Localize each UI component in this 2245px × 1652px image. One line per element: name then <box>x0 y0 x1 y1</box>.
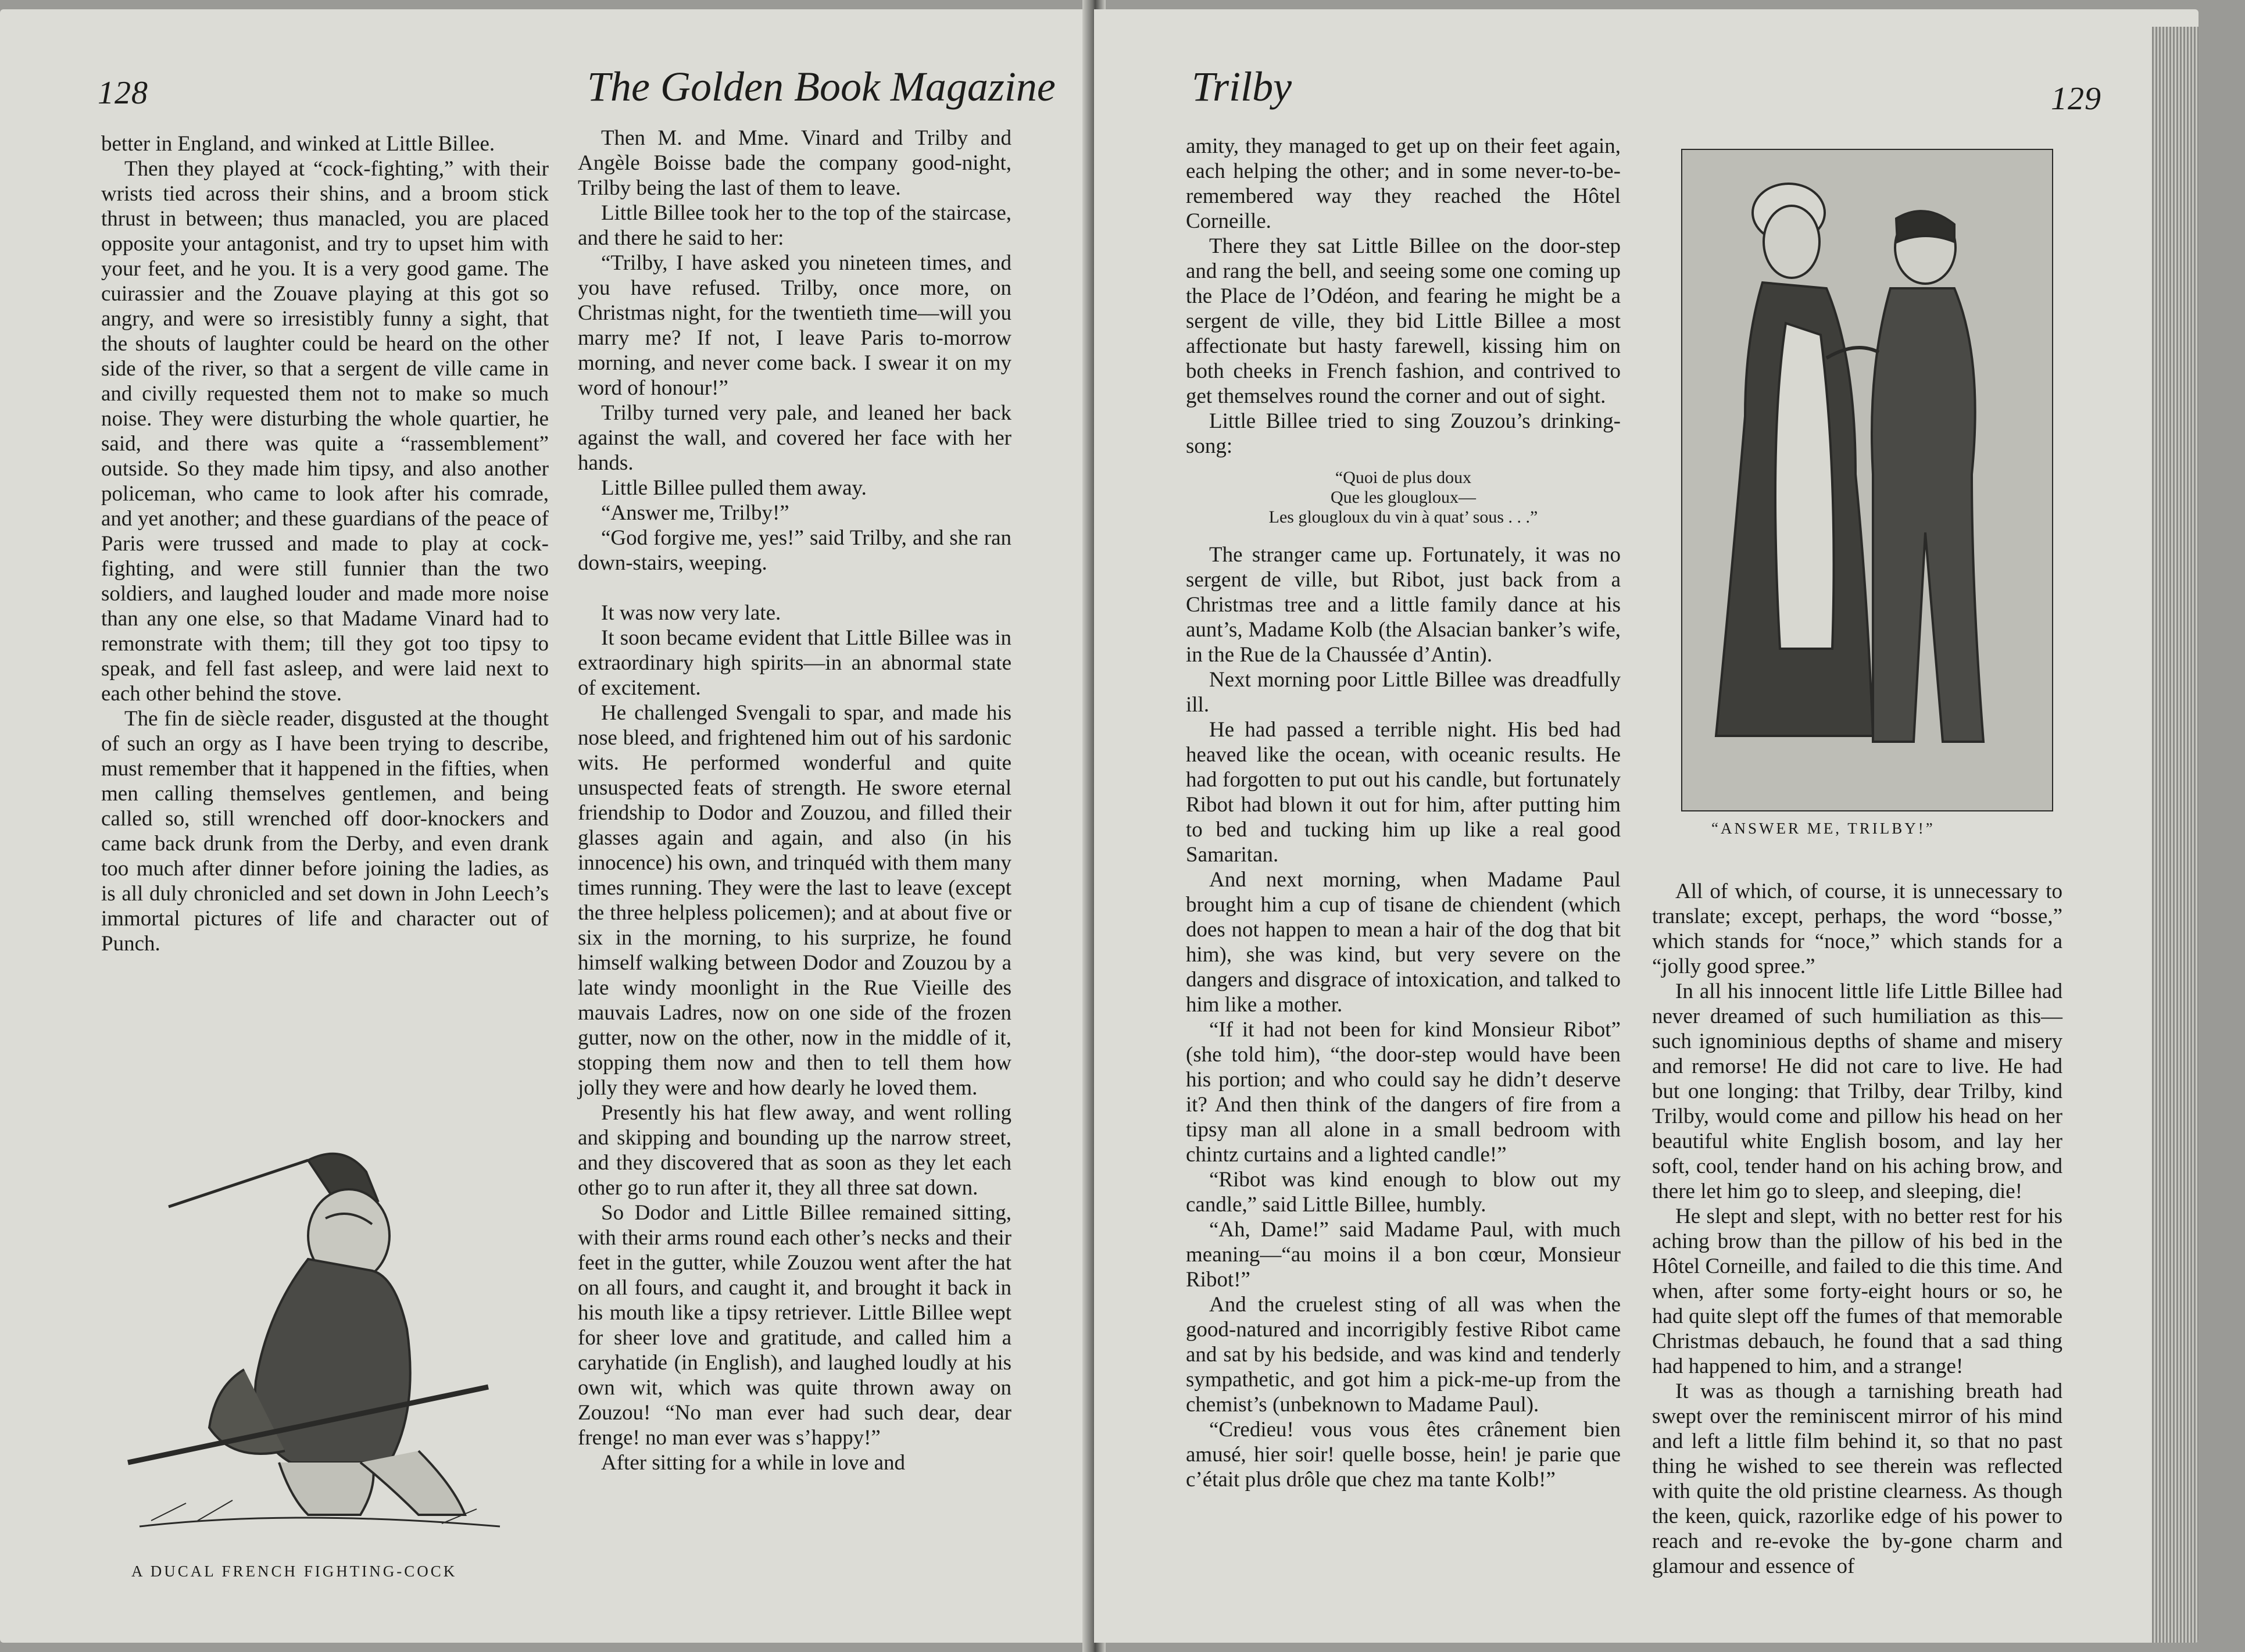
fighting-cock-illustration <box>116 1137 523 1538</box>
paragraph: Then M. and Mme. Vinard and Trilby and Angèle Boisse bade the company good-night, Trilby being the last of them to leave. <box>578 126 1011 200</box>
paragraph: In all his innocent little life Little Billee had never dreamed of such humiliation as this—such ignominious depths of shame and misery and remorse! He did not care to live. He had but one longing: that Trilby, dear Trilby, kind Trilby, would come and pillow his head on her beautiful white English bosom, and lay her soft, cool, tender hand on his aching brow, and there let him go to sleep, and sleeping, die! <box>1652 979 2062 1203</box>
left-column-1 <box>101 131 549 956</box>
running-head: Trilby <box>1192 63 1292 110</box>
paragraph: Little Billee tried to sing Zouzou’s drinking-song: <box>1186 409 1621 458</box>
page-edges <box>2152 27 2198 1643</box>
paragraph: Next morning poor Little Billee was dreadfully ill. <box>1186 668 1621 717</box>
left-column-2 <box>578 126 1011 1475</box>
verse-line: Les glougloux du vin à quat’ sous . . .” <box>1268 507 1538 527</box>
right-column-2 <box>1652 879 2062 1579</box>
paragraph: better in England, and winked at Little Billee. <box>101 132 495 156</box>
paragraph: The fin de siècle reader, disgusted at the thought of such an orgy as I have been trying to describe, must remember that it happened in the fifties, when men calling themselves gentlemen, and being called so, still wrenched off door-knockers and came back drunk from the Derby, and even drank too much after dinner before joining the ladies, as is all duly chronicled and set down in John Leech’s immortal pictures of life and character out of Punch. <box>101 707 549 956</box>
right-page <box>1094 9 2198 1643</box>
verse-line: “Quoi de plus doux <box>1335 468 1472 487</box>
paragraph: It soon became evident that Little Billee was in extraordinary high spirits—in an abnormal state of excitement. <box>578 626 1011 700</box>
paragraph: “If it had not been for kind Monsieur Ribot” (she told him), “the door-step would have been his portion; and who could say he didn’t deserve it? And then think of the dangers of fire from a tipsy man all alone in a small bedroom with chintz curtains and a lighted candle!” <box>1186 1018 1621 1167</box>
paragraph: So Dodor and Little Billee remained sitting, with their arms round each other’s necks and their feet in the gutter, while Zouzou went after the hat on all fours, and caught it, and brought it back in his mouth like a tipsy retriever. Little Billee wept for sheer love and gratitude, and called him a caryhatide (in English), and laughed loudly at his own wit, which was quite thrown away on Zouzou! “No man ever had such dear, dear frenge! no man ever was s’happy!” <box>578 1201 1011 1450</box>
paragraph: And next morning, when Madame Paul brought him a cup of tisane de chiendent (which does not happen to mean a hair of the dog that bit him), she was kind, but very severe on the dangers and disgrace of intoxication, and talked to him like a mother. <box>1186 868 1621 1017</box>
paragraph: Presently his hat flew away, and went rolling and skipping and bounding up the narrow street, and they discovered that as soon as they let each other go to run after it, they all three sat down. <box>578 1101 1011 1200</box>
left-page <box>0 9 1092 1643</box>
answer-me-trilby-illustration <box>1681 149 2053 811</box>
paragraph: “Answer me, Trilby!” <box>601 501 789 525</box>
paragraph: “Ribot was kind enough to blow out my candle,” said Little Billee, humbly. <box>1186 1168 1621 1217</box>
verse-line: Que les glougloux— <box>1331 488 1476 507</box>
paragraph: “God forgive me, yes!” said Trilby, and she ran down-stairs, weeping. <box>578 526 1011 575</box>
paragraph: It was as though a tarnishing breath had swept over the reminiscent mirror of his mind and left a little film behind it, so that no past thing he wished to see therein was reflected with quite the old pristine clearness. As though the keen, quick, razorlike edge of his power to reach and re-evoke the by-gone charm and glamour and essence of <box>1652 1379 2062 1578</box>
paragraph: And the cruelest sting of all was when the good-natured and incorrigibly festive Ribot came and sat by his bedside, and was kind and tenderly sympathetic, and got him a pick-me-up from the chemist’s (unbeknown to Madame Paul). <box>1186 1293 1621 1417</box>
paragraph: Little Billee took her to the top of the staircase, and there he said to her: <box>578 201 1011 250</box>
paragraph: “Credieu! vous vous êtes crânement bien amusé, hier soir! quelle bosse, hein! je parie que c’était plus drôle que chez ma tante Kolb!” <box>1186 1418 1621 1492</box>
page-number: 129 <box>2051 81 2101 117</box>
song-verse <box>1186 468 1621 527</box>
paragraph: Then they played at “cock-fighting,” with their wrists tied across their shins, and a broom stick thrust in between; thus manacled, you are placed opposite your antagonist, and try to upset him with your feet, and he you. It is a very good game. The cuirassier and the Zouave playing at this got so angry, and were so irresistibly funny a sight, that the shouts of laughter could be heard on the other side of the river, so that a sergent de ville came in and civilly requested them not to make so much noise. They were disturbing the whole quartier, he said, and there was quite a “rassemblement” outside. So they made him tipsy, and also another policeman, who came to look after his comrade, and yet another; and these guardians of the peace of Paris were trussed and made to play at cock-fighting, and were still funnier than the two soldiers, and laughed louder and made more noise than any one else, so that Madame Vinard had to remonstrate with them; till they got too tipsy to speak, and fell fast asleep, and were laid next to each other behind the stove. <box>101 157 549 706</box>
paragraph: He challenged Svengali to spar, and made his nose bleed, and frightened him out of his sardonic wits. He performed wonderful and quite unsuspected feats of strength. He swore eternal friendship to Dodor and Zouzou, and filled their glasses again and again, and also (in his innocence) his own, and trinquéd with them many times running. They were the last to leave (except the three helpless policemen); and at about five or six in the morning, to his surprize, he found himself walking between Dodor and Zouzou by a late windy moonlight in the Rue Vieille des mauvais Ladres, now on one side of the frozen gutter, now on the other, now in the middle of it, stopping them now and then to tell them how jolly they were and how dearly he loved them. <box>578 701 1011 1100</box>
illustration-caption: “ANSWER ME, TRILBY!” <box>1711 820 1935 837</box>
paragraph: After sitting for a while in love and <box>601 1451 906 1475</box>
paragraph: Trilby turned very pale, and leaned her back against the wall, and covered her face with her hands. <box>578 401 1011 475</box>
paragraph: amity, they managed to get up on their feet again, each helping the other; and in some never-to-be-remembered way they reached the Hôtel Corneille. <box>1186 134 1621 233</box>
paragraph: He had passed a terrible night. His bed had heaved like the ocean, with oceanic results. He had forgotten to put out his candle, but fortunately Ribot had blown it out for him, after putting him to bed and tucking him up like a real good Samaritan. <box>1186 718 1621 867</box>
paragraph: It was now very late. <box>601 601 781 625</box>
paragraph: “Trilby, I have asked you nineteen times, and you have refused. Trilby, once more, on Christmas night, for the twentieth time—will you marry me? If not, I leave Paris to-morrow morning, and never come back. I swear it on my word of honour!” <box>578 251 1011 400</box>
right-column-1 <box>1186 134 1621 1492</box>
paragraph: He slept and slept, with no better rest for his aching brow than the pillow of his bed in the Hôtel Corneille, and failed to die this time. And when, after some forty-eight hours or so, he had quite slept off the fumes of that memorable Christmas debauch, he found that a sad thing had happened to him, and a strange! <box>1652 1204 2062 1378</box>
paragraph: The stranger came up. Fortunately, it was no sergent de ville, but Ribot, just back from a Christmas tree and a little family dance at his aunt’s, Madame Kolb (the Alsacian banker’s wife, in the Rue de la Chaussée d’Antin). <box>1186 543 1621 667</box>
illustration-caption: A DUCAL FRENCH FIGHTING-COCK <box>131 1562 457 1580</box>
paragraph: There they sat Little Billee on the door-step and rang the bell, and seeing some one coming up the Place de l’Odéon, and fearing he might be a sergent de ville, they bid Little Billee a most affectionate but hasty farewell, kissing him on both cheeks in French fashion, and contrived to get themselves round the corner and out of sight. <box>1186 234 1621 408</box>
paragraph: All of which, of course, it is unnecessary to translate; except, perhaps, the word “bosse,” which stands for “noce,” which stands for a “jolly good spree.” <box>1652 879 2062 978</box>
paragraph: Little Billee pulled them away. <box>601 476 867 500</box>
page-number: 128 <box>98 75 148 111</box>
paragraph: “Ah, Dame!” said Madame Paul, with much meaning—“au moins il a bon cœur, Monsieur Ribot!” <box>1186 1218 1621 1292</box>
running-head: The Golden Book Magazine <box>587 63 1056 110</box>
